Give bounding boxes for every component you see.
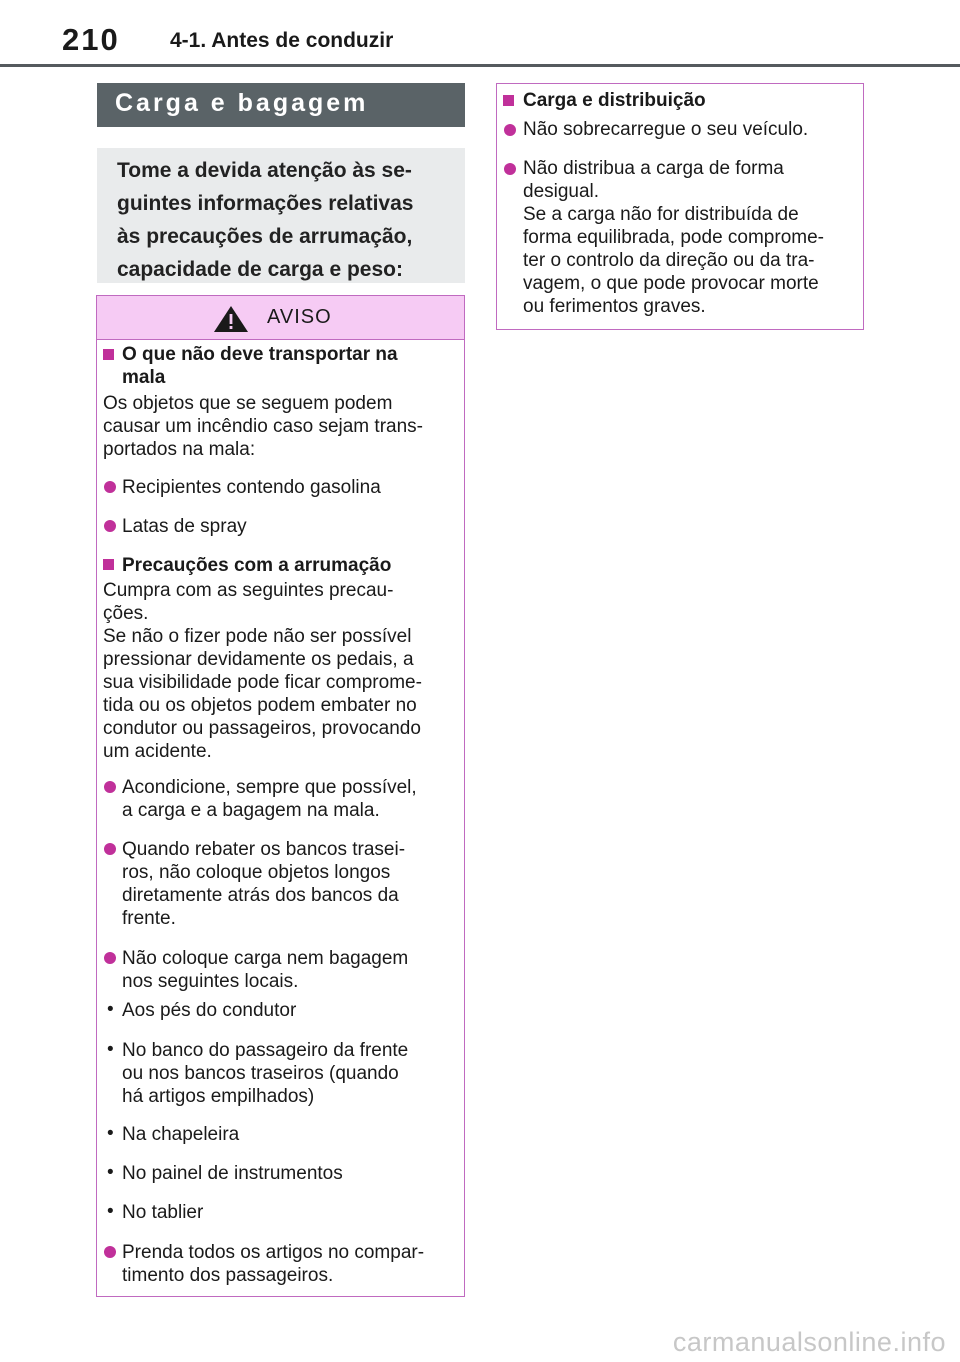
load-distribution-box bbox=[496, 83, 864, 330]
page-number: 210 bbox=[62, 22, 120, 57]
warning-title: AVISO bbox=[267, 306, 332, 328]
sub-bullet-icon: • bbox=[107, 1201, 114, 1222]
round-bullet-icon bbox=[504, 163, 516, 175]
warning-bullet-1: Recipientes contendo gasolina bbox=[122, 477, 381, 498]
warning-heading-1: O que não deve transportar na mala bbox=[122, 344, 398, 388]
square-bullet-icon bbox=[103, 349, 114, 360]
warning-paragraph-1: Os objetos que se seguem podem causar um incêndio caso sejam trans- portados na mala: bbox=[103, 393, 423, 460]
square-bullet-icon bbox=[503, 95, 514, 106]
warning-heading-2: Precauções com a arrumação bbox=[122, 555, 392, 576]
sub-bullet-icon: • bbox=[107, 1162, 114, 1183]
warning-sub-item-1: Aos pés do condutor bbox=[122, 1000, 297, 1021]
round-bullet-icon bbox=[104, 843, 116, 855]
warning-bullet-4: Quando rebater os bancos trasei- ros, não coloque objetos longos diretamente atrás dos bancos da frente. bbox=[122, 839, 406, 929]
warning-bullet-2: Latas de spray bbox=[122, 516, 247, 537]
intro-text: Tome a devida atenção às se- guintes informações relativas às precauções de arrumação, capacidade de carga e peso: bbox=[117, 159, 414, 281]
warning-paragraph-2: Cumpra com as seguintes precau- ções. Se não o fizer pode não ser possível pressionar devidamente os pedais, a sua visibilidade pode ficar comprome- tida ou os objetos podem embater no condutor ou passageiros, provocando um acidente. bbox=[103, 580, 422, 762]
warning-bullet-5: Não coloque carga nem bagagem nos seguintes locais. bbox=[122, 948, 409, 992]
section-title: 4-1. Antes de conduzir bbox=[170, 29, 394, 52]
warning-box bbox=[96, 295, 465, 1297]
warning-sub-item-3: Na chapeleira bbox=[122, 1124, 240, 1145]
round-bullet-icon bbox=[104, 520, 116, 532]
round-bullet-icon bbox=[504, 124, 516, 136]
right-bullet-2: Não distribua a carga de forma desigual. Se a carga não for distribuída de forma equilibrada, pode comprome- ter o controlo da direção ou da tra- vagem, o que pode provocar morte ou ferimentos graves. bbox=[523, 158, 824, 317]
warning-sub-item-5: No tablier bbox=[122, 1202, 204, 1223]
round-bullet-icon bbox=[104, 781, 116, 793]
warning-sub-item-2: No banco do passageiro da frente ou nos bancos traseiros (quando há artigos empilhados) bbox=[122, 1040, 409, 1107]
sub-bullet-icon: • bbox=[107, 999, 114, 1020]
page-header bbox=[0, 0, 960, 66]
watermark bbox=[0, 1325, 960, 1362]
sub-bullet-icon: • bbox=[107, 1123, 114, 1144]
square-bullet-icon bbox=[103, 559, 114, 570]
round-bullet-icon bbox=[104, 952, 116, 964]
intro-box bbox=[97, 148, 465, 283]
right-bullet-1: Não sobrecarregue o seu veículo. bbox=[523, 119, 809, 140]
warning-bullet-6: Prenda todos os artigos no compar- timento dos passageiros. bbox=[122, 1242, 425, 1286]
topic-title: Carga e bagagem bbox=[115, 89, 369, 117]
round-bullet-icon bbox=[104, 481, 116, 493]
warning-header bbox=[97, 296, 464, 340]
right-heading: Carga e distribuição bbox=[523, 90, 706, 111]
sub-bullet-icon: • bbox=[107, 1039, 114, 1060]
watermark-text: carmanualsonline.info bbox=[672, 1327, 946, 1357]
header-divider bbox=[0, 64, 960, 67]
round-bullet-icon bbox=[104, 1246, 116, 1258]
topic-title-bar bbox=[97, 83, 465, 127]
warning-sub-item-4: No painel de instrumentos bbox=[122, 1163, 343, 1184]
warning-bullet-3: Acondicione, sempre que possível, a carga e a bagagem na mala. bbox=[122, 777, 417, 821]
warning-triangle-icon bbox=[213, 305, 249, 333]
